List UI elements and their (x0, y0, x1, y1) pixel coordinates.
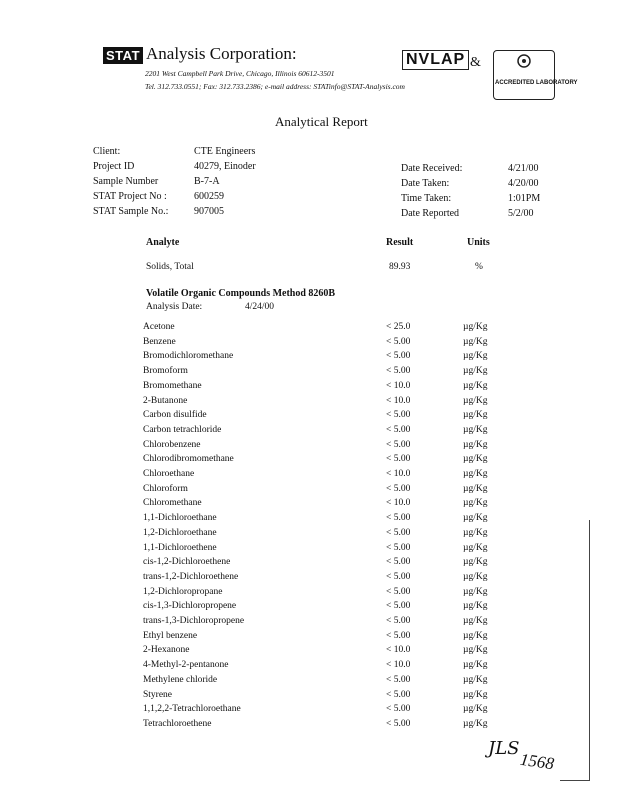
analyte-units: µg/Kg (463, 645, 488, 656)
analyte-result: < 5.00 (386, 454, 411, 465)
info-value: 5/2/00 (508, 208, 534, 219)
handwritten-page-number: 1568 (518, 749, 556, 774)
info-value: CTE Engineers (194, 146, 256, 157)
analyte-result: < 10.0 (386, 469, 411, 479)
analyte-name: Bromomethane (143, 380, 202, 391)
analyte-result: < 5.00 (386, 527, 411, 538)
info-value: 4/20/00 (508, 178, 539, 189)
analyte-units: µg/Kg (463, 689, 488, 700)
analyte-result: < 5.00 (386, 366, 411, 377)
analyte-result: < 10.0 (386, 660, 411, 671)
method-title: Volatile Organic Compounds Method 8260B (146, 288, 336, 299)
analyte-result: < 5.00 (386, 439, 411, 450)
info-value: 4/21/00 (508, 163, 539, 174)
analyte-name: Styrene (143, 689, 173, 700)
analyte-result: < 5.00 (386, 704, 411, 715)
solids-result: 89.93 (389, 262, 411, 272)
column-header-result: Result (386, 237, 414, 248)
analyte-units: µg/Kg (463, 322, 488, 332)
analyte-units: µg/Kg (463, 542, 488, 553)
analyte-result: < 5.00 (386, 586, 411, 597)
info-label: Sample Number (93, 176, 159, 187)
analyte-name: 1,2-Dichloropropane (143, 586, 223, 597)
analyte-units: µg/Kg (463, 395, 488, 406)
analyte-name: Carbon disulfide (143, 410, 207, 421)
analyte-units: µg/Kg (463, 469, 488, 479)
analyte-name: Ethyl benzene (143, 630, 198, 641)
analysis-date-value: 4/24/00 (245, 302, 275, 312)
analyte-result: < 10.0 (386, 380, 411, 391)
analysis-date-label: Analysis Date: (146, 302, 203, 312)
analyte-name: 1,2-Dichloroethane (143, 527, 217, 538)
analyte-result: < 5.00 (386, 336, 411, 347)
analyte-units: µg/Kg (463, 704, 488, 715)
analyte-name: Chloroethane (143, 469, 195, 479)
analyte-units: µg/Kg (463, 601, 488, 612)
analyte-units: µg/Kg (463, 718, 488, 729)
analyte-units: µg/Kg (463, 660, 488, 671)
analyte-name: cis-1,2-Dichloroethene (143, 557, 231, 568)
report-title: Analytical Report (275, 114, 368, 129)
info-label: Date Reported (401, 208, 460, 219)
info-label: Date Taken: (401, 178, 450, 189)
analyte-units: µg/Kg (463, 527, 488, 538)
analyte-name: 2-Butanone (143, 395, 188, 406)
analyte-units: µg/Kg (463, 454, 488, 465)
info-label: Time Taken: (401, 193, 452, 204)
analyte-name: Chloroform (143, 483, 188, 494)
solids-analyte: Solids, Total (146, 262, 194, 272)
analyte-units: µg/Kg (463, 630, 488, 641)
analyte-name: Chlorodibromomethane (143, 454, 234, 465)
analyte-name: trans-1,2-Dichloroethene (143, 571, 239, 582)
analyte-result: < 10.0 (386, 395, 411, 406)
analyte-units: µg/Kg (463, 513, 488, 524)
company-name: Analysis Corporation: (146, 44, 297, 63)
info-label: Project ID (93, 161, 135, 172)
analyte-name: 4-Methyl-2-pentanone (143, 660, 229, 671)
info-label: Date Received: (401, 163, 463, 174)
analyte-result: < 5.00 (386, 601, 411, 612)
analyte-units: µg/Kg (463, 336, 488, 347)
analyte-units: µg/Kg (463, 586, 488, 597)
column-header-analyte: Analyte (146, 237, 180, 248)
handwritten-initials: JLS (488, 738, 520, 759)
info-value: 40279, Einoder (194, 161, 256, 172)
analyte-units: µg/Kg (463, 557, 488, 568)
nvlap-logo: NVLAP (402, 50, 469, 70)
analyte-result: < 5.00 (386, 616, 411, 626)
company-contact: Tel. 312.733.0551; Fax: 312.733.2386; e-mail address: STATinfo@STAT-Analysis.com (145, 82, 405, 91)
analyte-result: < 5.00 (386, 410, 411, 421)
analyte-name: Chlorobenzene (143, 439, 201, 450)
analyte-result: < 5.00 (386, 513, 411, 524)
analyte-result: < 10.0 (386, 645, 411, 656)
analyte-units: µg/Kg (463, 483, 488, 494)
analyte-result: < 10.0 (386, 498, 411, 509)
analyte-result: < 5.00 (386, 542, 411, 553)
info-value: 600259 (194, 191, 224, 202)
analyte-units: µg/Kg (463, 674, 488, 685)
analyte-result: < 5.00 (386, 351, 411, 362)
analyte-result: < 5.00 (386, 483, 411, 494)
analyte-units: µg/Kg (463, 410, 488, 421)
analyte-units: µg/Kg (463, 571, 488, 582)
analyte-units: µg/Kg (463, 380, 488, 391)
analyte-units: µg/Kg (463, 616, 488, 626)
analyte-units: µg/Kg (463, 424, 488, 435)
analyte-name: Carbon tetrachloride (143, 424, 222, 435)
analyte-name: 2-Hexanone (143, 645, 190, 656)
analyte-result: < 5.00 (386, 718, 411, 729)
analyte-result: < 5.00 (386, 689, 411, 700)
analyte-name: Bromoform (143, 366, 188, 377)
analyte-name: Acetone (143, 322, 175, 332)
page-edge-line (589, 520, 590, 780)
analyte-name: Methylene chloride (143, 674, 218, 685)
accreditation-seal-icon (493, 50, 578, 100)
ampersand: & (470, 55, 481, 70)
analyte-units: µg/Kg (463, 351, 488, 362)
analyte-result: < 5.00 (386, 557, 411, 568)
analyte-name: 1,1-Dichloroethene (143, 542, 217, 553)
analyte-name: cis-1,3-Dichloropropene (143, 601, 237, 612)
analyte-name: 1,1,2,2-Tetrachloroethane (143, 704, 241, 715)
info-label: STAT Sample No.: (93, 206, 169, 217)
analyte-name: Bromodichloromethane (143, 351, 234, 362)
info-value: B-7-A (194, 176, 220, 187)
company-address: 2201 West Campbell Park Drive, Chicago, Illinois 60612-3501 (145, 69, 335, 78)
analyte-units: µg/Kg (463, 366, 488, 377)
analyte-name: Chloromethane (143, 498, 202, 509)
analyte-result: < 25.0 (386, 322, 411, 332)
solids-units: % (475, 262, 483, 272)
analyte-units: µg/Kg (463, 439, 488, 450)
info-value: 1:01PM (508, 193, 541, 204)
page-edge-line-bottom (560, 780, 590, 781)
info-label: STAT Project No : (93, 191, 167, 202)
analyte-name: trans-1,3-Dichloropropene (143, 616, 245, 626)
analyte-result: < 5.00 (386, 674, 411, 685)
info-value: 907005 (194, 206, 224, 217)
column-header-units: Units (467, 237, 490, 248)
accreditation-seal-text: ACCREDITED LABORATORY (495, 80, 578, 86)
analyte-name: Benzene (143, 336, 176, 347)
analyte-name: 1,1-Dichloroethane (143, 513, 217, 524)
analyte-result: < 5.00 (386, 571, 411, 582)
analyte-units: µg/Kg (463, 498, 488, 509)
analyte-result: < 5.00 (386, 424, 411, 435)
info-label: Client: (93, 146, 121, 157)
stat-logo: STAT (103, 47, 143, 64)
analyte-result: < 5.00 (386, 630, 411, 641)
analyte-name: Tetrachloroethene (143, 718, 212, 729)
